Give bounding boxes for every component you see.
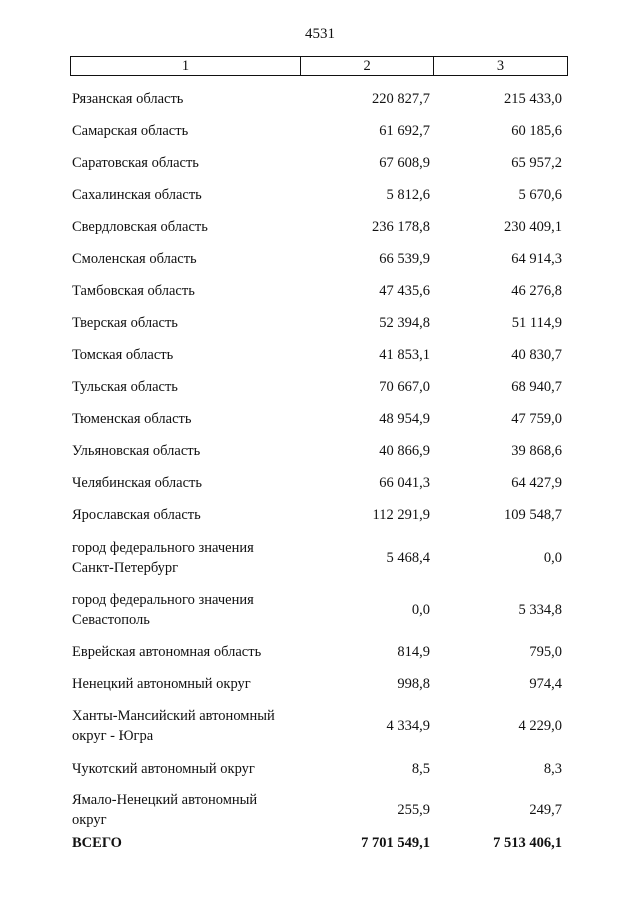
value-col3: 795,0	[529, 644, 562, 660]
value-col3: 46 276,8	[511, 283, 562, 299]
value-col3: 40 830,7	[511, 347, 562, 363]
region-name: Тюменская область	[72, 411, 192, 427]
value-col2: 0,0	[411, 602, 430, 618]
region-name: Еврейская автономная область	[72, 644, 262, 660]
region-name: Чукотский автономный округ	[72, 761, 255, 777]
region-name-line2: округ	[72, 812, 107, 828]
value-col2: 61 692,7	[379, 123, 430, 139]
total-label: ВСЕГО	[72, 835, 122, 851]
page-number: 4531	[305, 26, 335, 42]
region-name	[72, 538, 302, 578]
region-name: Томская область	[72, 347, 174, 363]
region-name	[72, 590, 302, 630]
value-col2: 70 667,0	[379, 379, 430, 395]
value-col3: 47 759,0	[511, 411, 562, 427]
region-name-line1: город федерального значения	[72, 592, 254, 608]
region-name: Челябинская область	[72, 475, 202, 491]
value-col2: 48 954,9	[379, 411, 430, 427]
total-col2: 7 701 549,1	[361, 835, 430, 851]
value-col2: 112 291,9	[372, 507, 430, 523]
value-col2: 66 539,9	[379, 251, 430, 267]
region-name	[72, 706, 302, 746]
region-name	[72, 790, 302, 830]
value-col3: 230 409,1	[504, 219, 562, 235]
region-name-line2: Санкт-Петербург	[72, 560, 179, 576]
value-col3: 64 914,3	[511, 251, 562, 267]
column-header-2: 2	[301, 57, 434, 76]
region-name-line1: Ханты-Мансийский автономный	[72, 708, 275, 724]
region-name: Свердловская область	[72, 219, 208, 235]
value-col2: 40 866,9	[379, 443, 430, 459]
value-col3: 109 548,7	[504, 507, 562, 523]
value-col2: 67 608,9	[379, 155, 430, 171]
value-col3: 974,4	[529, 676, 562, 692]
region-name: Ярославская область	[72, 507, 201, 523]
value-col2: 47 435,6	[379, 283, 430, 299]
total-col3: 7 513 406,1	[493, 835, 562, 851]
value-col3: 4 229,0	[518, 718, 562, 734]
value-col2: 5 468,4	[386, 550, 430, 566]
column-header-table	[70, 56, 568, 76]
region-name: Самарская область	[72, 123, 189, 139]
region-name-line1: Ямало-Ненецкий автономный	[72, 792, 258, 808]
region-name: Саратовская область	[72, 155, 199, 171]
value-col2: 255,9	[397, 802, 430, 818]
region-name: Тамбовская область	[72, 283, 195, 299]
value-col2: 814,9	[397, 644, 430, 660]
region-name: Смоленская область	[72, 251, 197, 267]
value-col3: 249,7	[529, 802, 562, 818]
value-col2: 41 853,1	[379, 347, 430, 363]
value-col3: 60 185,6	[511, 123, 562, 139]
value-col2: 236 178,8	[372, 219, 430, 235]
region-name: Ненецкий автономный округ	[72, 676, 251, 692]
region-name: Тверская область	[72, 315, 178, 331]
value-col3: 8,3	[543, 761, 562, 777]
value-col3: 5 334,8	[518, 602, 562, 618]
value-col3: 0,0	[543, 550, 562, 566]
value-col2: 52 394,8	[379, 315, 430, 331]
value-col3: 51 114,9	[511, 315, 562, 331]
region-name-line2: округ - Югра	[72, 728, 154, 744]
region-name-line1: город федерального значения	[72, 540, 254, 556]
value-col2: 220 827,7	[372, 91, 430, 107]
region-name: Рязанская область	[72, 91, 184, 107]
value-col3: 64 427,9	[511, 475, 562, 491]
column-header-3: 3	[434, 57, 568, 76]
region-name: Ульяновская область	[72, 443, 201, 459]
value-col3: 5 670,6	[518, 187, 562, 203]
value-col2: 66 041,3	[379, 475, 430, 491]
value-col2: 5 812,6	[386, 187, 430, 203]
value-col3: 215 433,0	[504, 91, 562, 107]
region-name: Сахалинская область	[72, 187, 202, 203]
value-col3: 68 940,7	[511, 379, 562, 395]
region-name-line2: Севастополь	[72, 612, 150, 628]
value-col2: 998,8	[397, 676, 430, 692]
region-name: Тульская область	[72, 379, 178, 395]
column-header-1: 1	[71, 57, 301, 76]
value-col2: 8,5	[411, 761, 430, 777]
value-col3: 39 868,6	[511, 443, 562, 459]
value-col3: 65 957,2	[511, 155, 562, 171]
value-col2: 4 334,9	[386, 718, 430, 734]
